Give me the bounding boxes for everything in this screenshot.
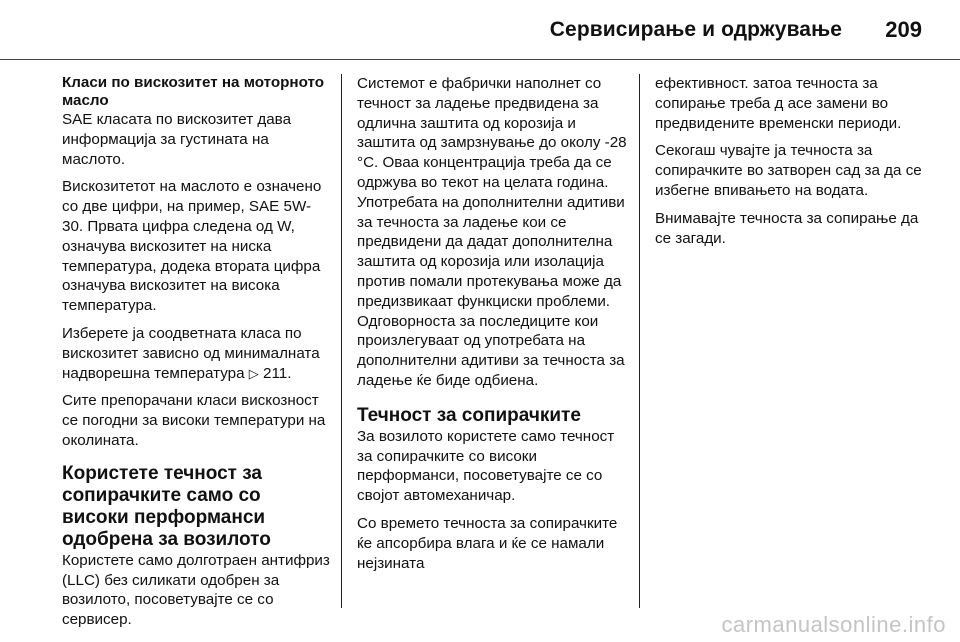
header-rule [0, 59, 960, 60]
paragraph-text: Изберете ја соодветната класа по вискозитет зависно од минималната надворешна температура [62, 324, 320, 382]
paragraph: Вискозитетот на маслото е означено со две цифри, на пример, SAE 5W-30. Првата цифра следена од W, означува вискозитет на ниска температура, додека втората цифра означува вискозитет на висока температура. [62, 178, 322, 315]
column-2 [357, 74, 627, 581]
column-divider-2 [639, 74, 640, 608]
section-heading-coolant: Користете течност за сопирачките само со високи перформанси одобрена за возилото [62, 462, 271, 550]
paragraph: ефективност. затоа течноста за сопирање треба д асе замени во предвидените временски периоди. [655, 75, 902, 132]
section-heading-brake-fluid: Течност за сопирачките [357, 404, 581, 426]
page-header [0, 0, 960, 56]
page-reference-icon[interactable]: ▷ [248, 365, 259, 381]
watermark: carmanualsonline.info [721, 612, 946, 637]
section-heading-oil-viscosity: Класи по вискозитет на моторното масло [62, 74, 325, 109]
column-1 [62, 74, 330, 638]
paragraph [62, 324, 330, 383]
column-divider-1 [341, 74, 342, 608]
paragraph: Секогаш чувајте ја течноста за сопирачките во затворен сад за да се избегне впивањето на водата. [655, 142, 922, 199]
paragraph: Внимавајте течноста за сопирање да се загади. [655, 209, 919, 247]
column-3 [655, 74, 923, 256]
page-title: Сервисирање и одржување [549, 18, 842, 41]
paragraph: SAE класата по вискозитет дава информација за густината на маслото. [62, 111, 292, 168]
paragraph: Со времето течноста за сопирачките ќе апсорбира влага и ќе се намали нејзината [357, 514, 618, 572]
paragraph: Користете само долготраен антифриз (LLC) без силикати одобрен за возилото, посоветувајте се со сервисер. [62, 551, 330, 629]
paragraph: Сите препорачани класи вискозност се погодни за високи температури на околината. [62, 392, 326, 449]
page-number: 209 [885, 17, 922, 42]
page-reference[interactable]: 211. [263, 364, 292, 382]
paragraph: За возилото користете само течност за сопирачките со високи перформанси, посоветувајте се со својот автомеханичар. [357, 427, 615, 505]
paragraph: Системот е фабрички наполнет со течност за ладење предвидена за одлична заштита од корозија и заштита од замрзнување до околу -28 °C. Оваа концентрација треба да се одржува во текот на целата година. Употребата на дополнителни адитиви за течноста за ладење кои се предвидени да дадат дополнителна заштита од корозија или изолација против помали протекувања може да предизвикаат функциски проблеми. Одговорноста за последиците кои произлегуваат од употребата на дополнителни адитиви за течноста за ладење ќе биде одбиена. [357, 75, 627, 389]
